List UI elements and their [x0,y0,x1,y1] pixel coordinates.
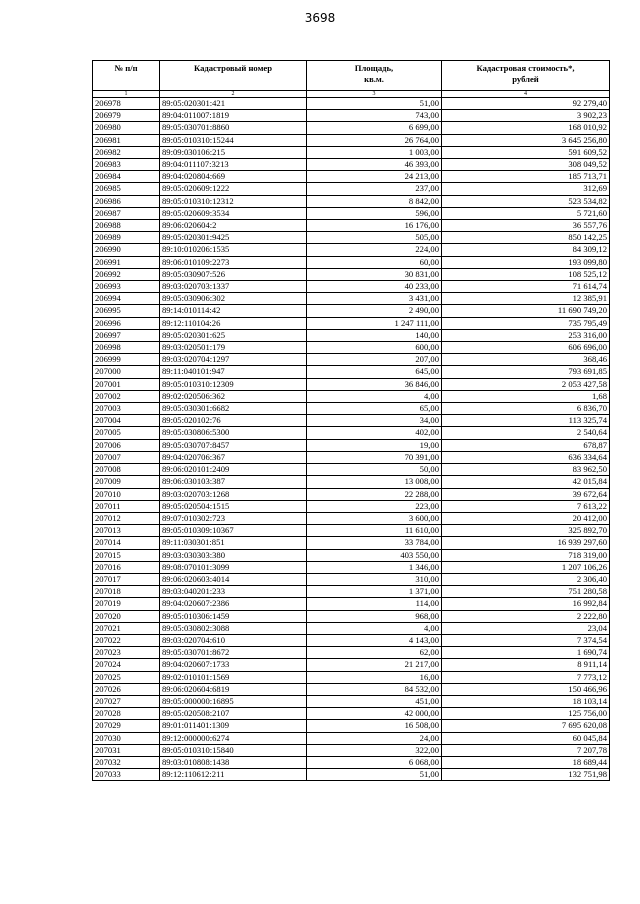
table-row [93,159,610,171]
row-index: 207025 [93,671,160,683]
area-value: 140,00 [307,329,442,341]
table-row [93,671,610,683]
cadastral-number: 89:03:040201:233 [160,586,307,598]
area-value: 1 346,00 [307,561,442,573]
table-row [93,598,610,610]
area-value: 34,00 [307,415,442,427]
header-index: № п/п [93,61,160,91]
area-value: 50,00 [307,464,442,476]
row-index: 206982 [93,146,160,158]
row-index: 206988 [93,220,160,232]
row-index: 206985 [93,183,160,195]
cadastral-number: 89:04:011107:3213 [160,159,307,171]
area-value: 505,00 [307,232,442,244]
row-index: 207012 [93,512,160,524]
row-index: 207019 [93,598,160,610]
table-row [93,573,610,585]
row-index: 206986 [93,195,160,207]
cadastral-value: 2 053 427,58 [442,378,610,390]
area-value: 30 831,00 [307,268,442,280]
area-value: 403 550,00 [307,549,442,561]
area-value: 16 176,00 [307,220,442,232]
table-row [93,500,610,512]
cadastral-value: 7 695 620,08 [442,720,610,732]
cadastral-value: 5 721,60 [442,207,610,219]
area-value: 40 233,00 [307,281,442,293]
row-index: 206992 [93,268,160,280]
cadastral-number: 89:08:070101:3099 [160,561,307,573]
table-row [93,634,610,646]
row-index: 207000 [93,366,160,378]
table-row [93,439,610,451]
area-value: 968,00 [307,610,442,622]
area-value: 33 784,00 [307,537,442,549]
cadastral-number: 89:10:010206:1535 [160,244,307,256]
row-index: 207026 [93,683,160,695]
cadastral-number: 89:05:010310:12309 [160,378,307,390]
table-row [93,720,610,732]
table-row [93,427,610,439]
area-value: 6 068,00 [307,756,442,768]
area-value: 21 217,00 [307,659,442,671]
cadastral-value: 132 751,98 [442,769,610,781]
cadastral-value: 83 962,50 [442,464,610,476]
row-index: 207005 [93,427,160,439]
cadastral-value: 2 306,40 [442,573,610,585]
table-row [93,403,610,415]
cadastral-number: 89:06:020604:6819 [160,683,307,695]
cadastral-number: 89:14:010114:42 [160,305,307,317]
cadastral-value: 2 222,80 [442,610,610,622]
area-value: 22 288,00 [307,488,442,500]
cadastral-number: 89:03:020704:610 [160,634,307,646]
cadastral-value: 12 385,91 [442,293,610,305]
row-index: 207028 [93,708,160,720]
cadastral-number: 89:12:110104:26 [160,317,307,329]
table-row [93,268,610,280]
row-index: 206996 [93,317,160,329]
area-value: 65,00 [307,403,442,415]
area-value: 24,00 [307,732,442,744]
area-value: 13 008,00 [307,476,442,488]
area-value: 743,00 [307,110,442,122]
row-index: 207018 [93,586,160,598]
row-index: 206981 [93,134,160,146]
row-index: 206989 [93,232,160,244]
row-index: 207021 [93,622,160,634]
cadastral-number: 89:02:020506:362 [160,390,307,402]
header-cadastral-number: Кадастровый номер [160,61,307,91]
cadastral-value: 92 279,40 [442,98,610,110]
row-index: 207016 [93,561,160,573]
cadastral-value: 7 773,12 [442,671,610,683]
table-row [93,244,610,256]
page-number: 3698 [304,11,336,25]
area-value: 207,00 [307,354,442,366]
cadastral-number: 89:03:020703:1268 [160,488,307,500]
area-value: 6 699,00 [307,122,442,134]
cadastral-number: 89:04:020607:1733 [160,659,307,671]
table-row [93,512,610,524]
row-index: 207009 [93,476,160,488]
table-row [93,378,610,390]
cadastral-number: 89:03:020704:1297 [160,354,307,366]
cadastral-value: 793 691,85 [442,366,610,378]
cadastral-value: 84 309,12 [442,244,610,256]
column-number: 3 [307,91,442,98]
cadastral-number: 89:06:010109:2273 [160,256,307,268]
cadastral-table [92,60,610,781]
cadastral-number: 89:05:030906:302 [160,293,307,305]
cadastral-number: 89:05:020609:1222 [160,183,307,195]
area-value: 223,00 [307,500,442,512]
table-row [93,354,610,366]
cadastral-value: 113 325,74 [442,415,610,427]
cadastral-value: 108 525,12 [442,268,610,280]
cadastral-value: 1 207 106,26 [442,561,610,573]
area-value: 26 764,00 [307,134,442,146]
area-value: 600,00 [307,342,442,354]
cadastral-value: 636 334,64 [442,451,610,463]
table-row [93,732,610,744]
area-value: 224,00 [307,244,442,256]
cadastral-number: 89:01:011401:1309 [160,720,307,732]
cadastral-value: 18 689,44 [442,756,610,768]
table-row [93,488,610,500]
row-index: 206999 [93,354,160,366]
row-index: 206991 [93,256,160,268]
cadastral-number: 89:05:020102:76 [160,415,307,427]
cadastral-number: 89:04:020607:2386 [160,598,307,610]
table-row [93,647,610,659]
area-value: 3 600,00 [307,512,442,524]
header-area: Площадь, кв.м. [307,61,442,91]
area-value: 645,00 [307,366,442,378]
area-value: 36 846,00 [307,378,442,390]
table-row [93,317,610,329]
table-row [93,756,610,768]
cadastral-value: 11 690 749,20 [442,305,610,317]
area-value: 46 393,00 [307,159,442,171]
area-value: 310,00 [307,573,442,585]
table-body [93,98,610,781]
area-value: 62,00 [307,647,442,659]
cadastral-number: 89:05:000000:16895 [160,695,307,707]
table-row [93,171,610,183]
cadastral-value: 7 613,22 [442,500,610,512]
cadastral-number: 89:06:020604:2 [160,220,307,232]
cadastral-value: 591 609,52 [442,146,610,158]
table-row [93,305,610,317]
row-index: 206997 [93,329,160,341]
row-index: 207031 [93,744,160,756]
table-row [93,695,610,707]
cadastral-value: 60 045,84 [442,732,610,744]
cadastral-value: 678,87 [442,439,610,451]
area-value: 402,00 [307,427,442,439]
row-index: 206987 [93,207,160,219]
area-value: 3 431,00 [307,293,442,305]
row-index: 206993 [93,281,160,293]
area-value: 4 143,00 [307,634,442,646]
cadastral-number: 89:03:010808:1438 [160,756,307,768]
area-value: 451,00 [307,695,442,707]
cadastral-value: 308 049,52 [442,159,610,171]
area-value: 4,00 [307,622,442,634]
area-value: 322,00 [307,744,442,756]
area-value: 1 247 111,00 [307,317,442,329]
row-index: 207033 [93,769,160,781]
cadastral-number: 89:04:020804:669 [160,171,307,183]
cadastral-value: 150 466,96 [442,683,610,695]
table-row [93,342,610,354]
area-value: 70 391,00 [307,451,442,463]
table-row [93,537,610,549]
area-value: 51,00 [307,769,442,781]
cadastral-value: 1 690,74 [442,647,610,659]
cadastral-value: 751 280,58 [442,586,610,598]
row-index: 207008 [93,464,160,476]
cadastral-value: 42 015,84 [442,476,610,488]
cadastral-number: 89:11:040101:947 [160,366,307,378]
row-index: 206984 [93,171,160,183]
cadastral-value: 606 696,00 [442,342,610,354]
cadastral-number: 89:04:020706:367 [160,451,307,463]
row-index: 207003 [93,403,160,415]
table-row [93,549,610,561]
row-index: 207002 [93,390,160,402]
row-index: 207013 [93,525,160,537]
table-row [93,256,610,268]
row-index: 206983 [93,159,160,171]
area-value: 16,00 [307,671,442,683]
cadastral-value: 6 836,70 [442,403,610,415]
cadastral-number: 89:11:030301:851 [160,537,307,549]
row-index: 206979 [93,110,160,122]
area-value: 8 842,00 [307,195,442,207]
cadastral-value: 368,46 [442,354,610,366]
cadastral-value: 23,04 [442,622,610,634]
cadastral-value: 523 534,82 [442,195,610,207]
column-number: 2 [160,91,307,98]
row-index: 206994 [93,293,160,305]
cadastral-number: 89:12:000000:6274 [160,732,307,744]
row-index: 207001 [93,378,160,390]
cadastral-value: 20 412,00 [442,512,610,524]
table-row [93,232,610,244]
row-index: 207020 [93,610,160,622]
column-number: 4 [442,91,610,98]
cadastral-number: 89:05:030802:3088 [160,622,307,634]
table-row [93,110,610,122]
cadastral-number: 89:06:020101:2409 [160,464,307,476]
row-index: 207006 [93,439,160,451]
cadastral-value: 735 795,49 [442,317,610,329]
cadastral-value: 16 939 297,60 [442,537,610,549]
cadastral-value: 185 713,71 [442,171,610,183]
cadastral-value: 71 614,74 [442,281,610,293]
row-index: 207029 [93,720,160,732]
cadastral-number: 89:03:020703:1337 [160,281,307,293]
cadastral-number: 89:06:030103:387 [160,476,307,488]
area-value: 60,00 [307,256,442,268]
table-row [93,134,610,146]
cadastral-value: 1,68 [442,390,610,402]
cadastral-value: 168 010,92 [442,122,610,134]
cadastral-value: 850 142,25 [442,232,610,244]
area-value: 237,00 [307,183,442,195]
row-index: 206995 [93,305,160,317]
table-row [93,451,610,463]
cadastral-number: 89:05:010306:1459 [160,610,307,622]
cadastral-value: 36 557,76 [442,220,610,232]
area-value: 84 532,00 [307,683,442,695]
row-index: 207007 [93,451,160,463]
cadastral-value: 193 099,80 [442,256,610,268]
cadastral-value: 718 319,00 [442,549,610,561]
row-index: 207017 [93,573,160,585]
table-row [93,525,610,537]
row-index: 207004 [93,415,160,427]
cadastral-value: 39 672,64 [442,488,610,500]
cadastral-number: 89:05:010310:15840 [160,744,307,756]
cadastral-number: 89:09:030106:215 [160,146,307,158]
table-row [93,683,610,695]
table-row [93,708,610,720]
cadastral-number: 89:12:110612:211 [160,769,307,781]
table-row [93,98,610,110]
row-index: 206980 [93,122,160,134]
table-row [93,476,610,488]
column-number: 1 [93,91,160,98]
table-row [93,744,610,756]
table-row [93,561,610,573]
cadastral-number: 89:05:010309:10367 [160,525,307,537]
area-value: 4,00 [307,390,442,402]
table-row [93,195,610,207]
table-row [93,146,610,158]
area-value: 1 371,00 [307,586,442,598]
row-index: 207011 [93,500,160,512]
row-index: 207010 [93,488,160,500]
cadastral-number: 89:04:011007:1819 [160,110,307,122]
row-index: 206990 [93,244,160,256]
cadastral-number: 89:05:020504:1515 [160,500,307,512]
cadastral-value: 7 207,78 [442,744,610,756]
cadastral-value: 18 103,14 [442,695,610,707]
table-row [93,659,610,671]
row-index: 206978 [93,98,160,110]
area-value: 42 000,00 [307,708,442,720]
table-row [93,464,610,476]
cadastral-value: 7 374,54 [442,634,610,646]
area-value: 24 213,00 [307,171,442,183]
row-index: 207023 [93,647,160,659]
cadastral-number: 89:05:030707:8457 [160,439,307,451]
area-value: 51,00 [307,98,442,110]
row-index: 207022 [93,634,160,646]
cadastral-number: 89:05:030701:8860 [160,122,307,134]
row-index: 207014 [93,537,160,549]
row-index: 207032 [93,756,160,768]
cadastral-number: 89:05:010310:15244 [160,134,307,146]
cadastral-value: 325 892,70 [442,525,610,537]
cadastral-value: 8 911,14 [442,659,610,671]
cadastral-number: 89:05:030701:8672 [160,647,307,659]
cadastral-value: 3 645 256,80 [442,134,610,146]
row-index: 207030 [93,732,160,744]
table-header-row [93,61,610,91]
table-row [93,122,610,134]
table-row [93,415,610,427]
cadastral-value: 16 992,84 [442,598,610,610]
cadastral-number: 89:03:020501:179 [160,342,307,354]
area-value: 16 508,00 [307,720,442,732]
row-index: 207024 [93,659,160,671]
area-value: 19,00 [307,439,442,451]
cadastral-number: 89:05:030907:526 [160,268,307,280]
cadastral-value: 312,69 [442,183,610,195]
cadastral-number: 89:05:020301:625 [160,329,307,341]
cadastral-number: 89:05:020301:421 [160,98,307,110]
table-row [93,220,610,232]
cadastral-value: 2 540,64 [442,427,610,439]
area-value: 1 003,00 [307,146,442,158]
row-index: 207015 [93,549,160,561]
cadastral-number: 89:05:020301:9425 [160,232,307,244]
cadastral-number: 89:05:010310:12312 [160,195,307,207]
cadastral-number: 89:05:020609:3534 [160,207,307,219]
table-row [93,293,610,305]
table-row [93,183,610,195]
area-value: 2 490,00 [307,305,442,317]
row-index: 206998 [93,342,160,354]
cadastral-number: 89:05:030301:6682 [160,403,307,415]
cadastral-number: 89:02:010101:1569 [160,671,307,683]
table-row [93,769,610,781]
row-index: 207027 [93,695,160,707]
area-value: 11 610,00 [307,525,442,537]
cadastral-number: 89:03:030303:380 [160,549,307,561]
cadastral-value: 3 902,23 [442,110,610,122]
table-row [93,622,610,634]
cadastral-number: 89:05:020508:2107 [160,708,307,720]
header-cadastral-value: Кадастровая стоимость*, рублей [442,61,610,91]
cadastral-number: 89:05:030806:5300 [160,427,307,439]
table-row [93,281,610,293]
table-row [93,390,610,402]
table-row [93,366,610,378]
column-number-row [93,91,610,98]
cadastral-value: 125 756,00 [442,708,610,720]
table-row [93,586,610,598]
cadastral-value: 253 316,00 [442,329,610,341]
table-row [93,329,610,341]
area-value: 114,00 [307,598,442,610]
cadastral-number: 89:07:010302:723 [160,512,307,524]
table-row [93,610,610,622]
area-value: 596,00 [307,207,442,219]
table-row [93,207,610,219]
cadastral-number: 89:06:020603:4014 [160,573,307,585]
